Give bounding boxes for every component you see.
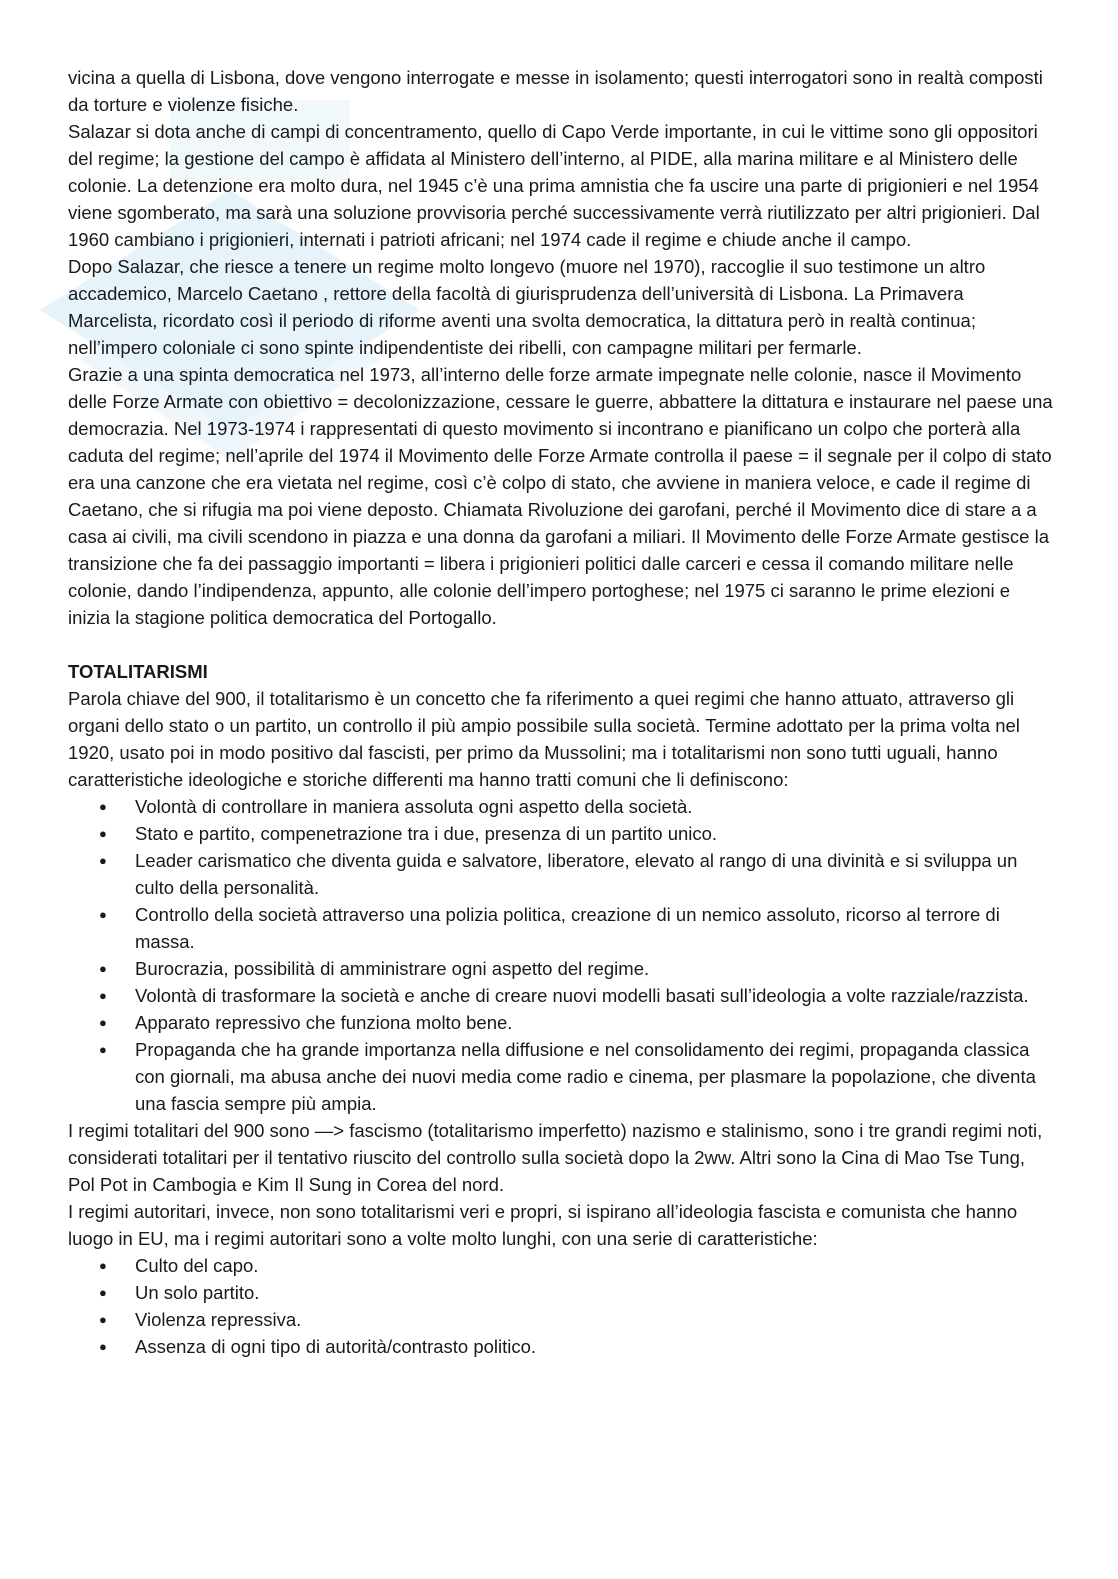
list-item: ● Stato e partito, compenetrazione tra i due, presenza di un partito unico. bbox=[68, 820, 1053, 847]
list-item: ● Apparato repressivo che funziona molto bene. bbox=[68, 1009, 1053, 1036]
list-item: ● Controllo della società attraverso una polizia politica, creazione di un nemico assoluto, ricorso al terrore di massa. bbox=[68, 901, 1053, 955]
list-item: ● Un solo partito. bbox=[68, 1279, 1053, 1306]
paragraph-carnation-revolution: Grazie a una spinta democratica nel 1973, all’interno delle forze armate impegnate nelle colonie, nasce il Movimento delle Forze Armate con obiettivo = decolonizzazione, cessare le guerre, abbattere la dittatura e instaurare nel paese una democrazia. Nel 1973-1974 i rappresentati di questo movimento si incontrano e pianificano un colpo che porterà alla caduta del regime; nell’aprile del 1974 il Movimento delle Forze Armate controlla il paese = il segnale per il colpo di stato era una canzone che era vietata nel regime, così c’è colpo di stato, che avviene in maniera veloce, e cade il regime di Caetano, che si rifugia ma poi viene deposto. Chiamata Rivoluzione dei garofani, perché il Movimento dice di stare a a casa ai civili, ma civili scendono in piazza e una donna da garofani a miliari. Il Movimento delle Forze Armate gestisce la transizione che fa dei passaggio importanti = libera i prigionieri politici dalle carceri e cessa il comando militare nelle colonie, dando l’indipendenza, appunto, alle colonie dell’impero portoghese; nel 1975 ci saranno le prime elezioni e inizia la stagione politica democratica del Portogallo. bbox=[68, 364, 1053, 628]
list-item: ● Burocrazia, possibilità di amministrare ogni aspetto del regime. bbox=[68, 955, 1053, 982]
list-item: ● Violenza repressiva. bbox=[68, 1306, 1053, 1333]
list-item: ● Culto del capo. bbox=[68, 1252, 1053, 1279]
list-item: ● Leader carismatico che diventa guida e salvatore, liberatore, elevato al rango di una divinità e si sviluppa un culto della personalità. bbox=[68, 847, 1053, 901]
paragraph-totalitarian-regimes: I regimi totalitari del 900 sono —> fascismo (totalitarismo imperfetto) nazismo e stalinismo, sono i tre grandi regimi noti, considerati totalitari per il tentativo riuscito del controllo sulla società dopo la 2ww. Altri sono la Cina di Mao Tse Tung, Pol Pot in Cambogia e Kim Il Sung in Corea del nord. bbox=[68, 1120, 1043, 1195]
document-page bbox=[68, 64, 1053, 1360]
paragraph-capo-verde-camp: Salazar si dota anche di campi di concentramento, quello di Capo Verde importante, in cui le vittime sono gli oppositori del regime; la gestione del campo è affidata al Ministero dell’interno, al PIDE, alla marina militare e al Ministero delle colonie. La detenzione era molto dura, nel 1945 c’è una prima amnistia che fa uscire una parte di prigionieri e nel 1954 viene sgomberato, ma sarà una soluzione provvisoria perché successivamente verrà riutilizzato per altri prigionieri. Dal 1960 cambiano i prigionieri, internati i patrioti africani; nel 1974 cade il regime e chiude anche il campo. bbox=[68, 121, 1040, 250]
authoritarian-traits-list bbox=[68, 1252, 1053, 1360]
paragraph-totalitarianism-intro: Parola chiave del 900, il totalitarismo è un concetto che fa riferimento a quei regimi che hanno attuato, attraverso gli organi dello stato o un partito, un controllo il più ampio possibile sulla società. Termine adottato per la prima volta nel 1920, usato poi in modo positivo dal fascisti, per primo da Mussolini; ma i totalitarismi non sono tutti uguali, hanno caratteristiche ideologiche e storiche differenti ma hanno tratti comuni che li definiscono: bbox=[68, 688, 1020, 790]
list-item: ● Propaganda che ha grande importanza nella diffusione e nel consolidamento dei regimi, propaganda classica con giornali, ma abusa anche dei nuovi media come radio e cinema, per plasmare la popolazione, che diventa una fascia sempre più ampia. bbox=[68, 1036, 1053, 1117]
list-item: ● Volontà di trasformare la società e anche di creare nuovi modelli basati sull’ideologia a volte razziale/razzista. bbox=[68, 982, 1053, 1009]
totalitarian-traits-list bbox=[68, 793, 1053, 1117]
list-item: ● Assenza di ogni tipo di autorità/contrasto politico. bbox=[68, 1333, 1053, 1360]
paragraph-caetano: Dopo Salazar, che riesce a tenere un regime molto longevo (muore nel 1970), raccoglie il suo testimone un altro accademico, Marcelo Caetano , rettore della facoltà di giurisprudenza dell’università di Lisbona. La Primavera Marcelista, ricordato così il periodo di riforme aventi una svolta democratica, la dittatura però in realtà continua; nell’impero coloniale ci sono spinte indipendentiste dei ribelli, con campagne militari per fermarle. bbox=[68, 256, 986, 358]
section-heading: TOTALITARISMI bbox=[68, 661, 208, 682]
list-item: ● Volontà di controllare in maniera assoluta ogni aspetto della società. bbox=[68, 793, 1053, 820]
paragraph-authoritarian-regimes: I regimi autoritari, invece, non sono totalitarismi veri e propri, si ispirano all’ideologia fascista e comunista che hanno luogo in EU, ma i regimi autoritari sono a volte molto lunghi, con una serie di caratteristiche: bbox=[68, 1201, 1018, 1249]
paragraph-pide-prison: vicina a quella di Lisbona, dove vengono interrogate e messe in isolamento; questi interrogatori sono in realtà composti da torture e violenze fisiche. bbox=[68, 67, 1043, 115]
